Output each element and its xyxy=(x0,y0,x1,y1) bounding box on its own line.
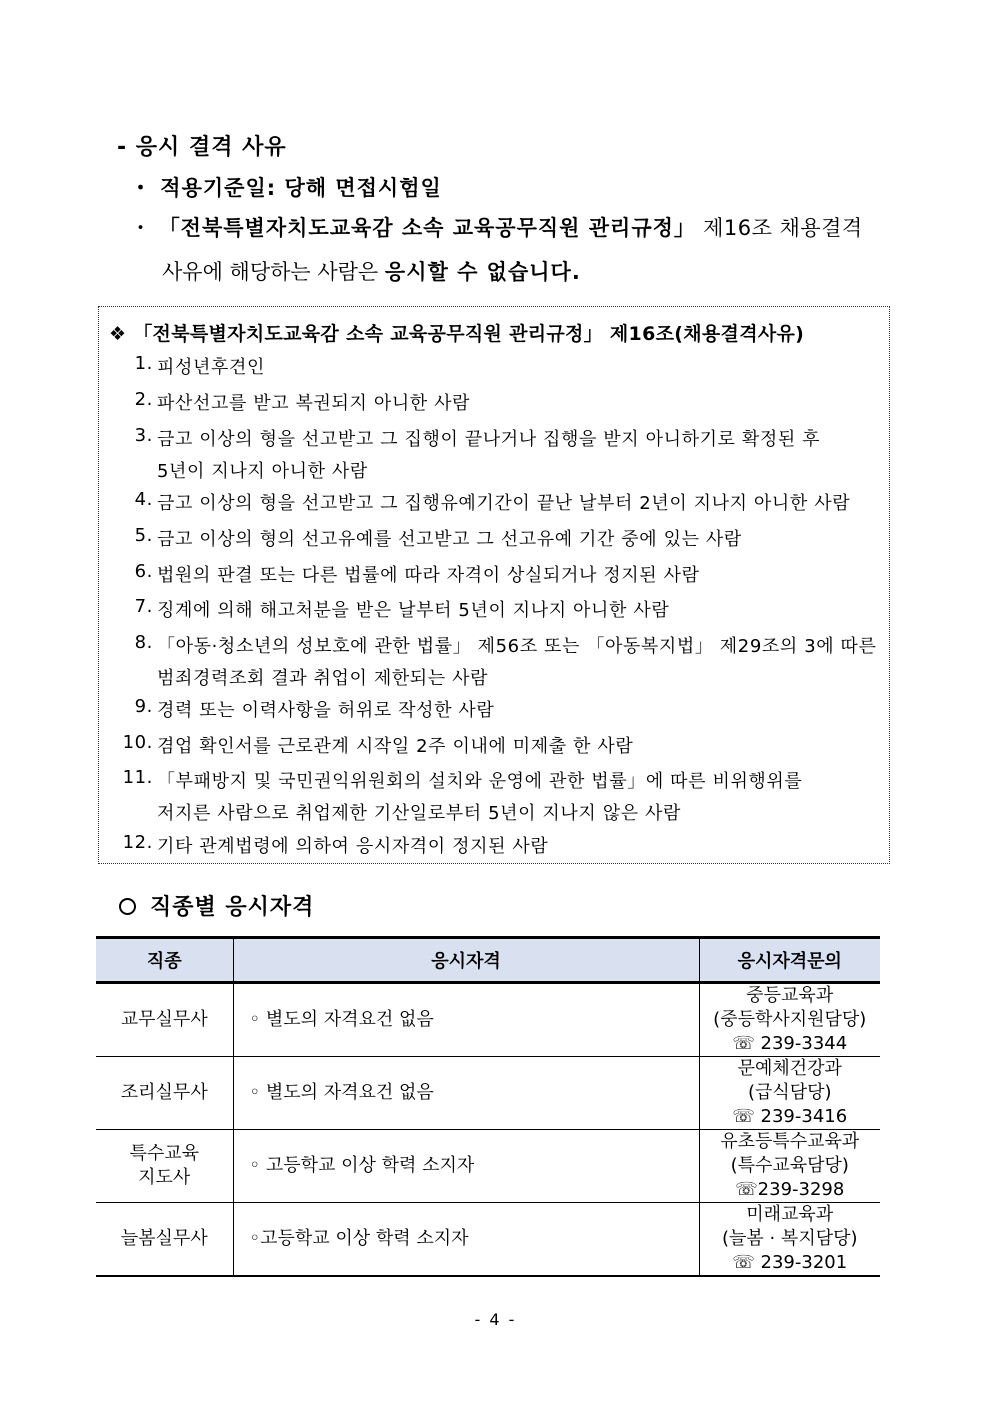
circle-bullet-icon xyxy=(119,898,136,915)
job-cell: 특수교육 지도사 xyxy=(96,1130,233,1203)
section-subtitle: - 응시 결격 사유 xyxy=(117,135,287,160)
list-item: 8. 「아동·청소년의 성보호에 관한 법률」 제56조 또는 「아동복지법」 제29조의 3에 따른 범죄경력조회 결과 취업이 제한되는 사람 xyxy=(134,632,877,689)
table-row xyxy=(96,1203,880,1277)
phone-number: ☏ 239-3201 xyxy=(732,1252,848,1273)
bullet-regulation-line2 xyxy=(162,256,581,286)
qualification-cell: ◦ 고등학교 이상 학력 소지자 xyxy=(233,1130,699,1203)
disqualification-box xyxy=(98,306,890,864)
box-title: ❖ 「전북특별자치도교육감 소속 교육공무직원 관리규정」 제16조(채용결격사유) xyxy=(109,323,805,345)
list-item: 10. 겸업 확인서를 근로관계 시작일 2주 이내에 미제출 한 사람 xyxy=(122,732,634,757)
qualification-cell: ◦고등학교 이상 학력 소지자 xyxy=(233,1203,699,1277)
list-item: 7. 징계에 의해 해고처분을 받은 날부터 5년이 지나지 아니한 사람 xyxy=(134,596,670,621)
bullet-applicable-date: ・ 적용기준일: 당해 면접시험일 xyxy=(130,176,442,200)
job-cell: 늘봄실무사 xyxy=(96,1203,233,1277)
bullet-regulation xyxy=(130,212,900,242)
header-contact: 응시자격문의 xyxy=(699,938,880,983)
page-number: - 4 - xyxy=(474,1310,517,1329)
table-row xyxy=(96,1130,880,1203)
qualification-cell: ◦ 별도의 자격요건 없음 xyxy=(233,983,699,1057)
bullet-marker: ・ xyxy=(130,216,152,240)
phone-number: ☏239-3298 xyxy=(735,1179,845,1200)
jobs-table xyxy=(96,936,880,1277)
table-header-row xyxy=(96,938,880,983)
header-qualification: 응시자격 xyxy=(233,938,699,983)
contact-cell: 유초등특수교육과 (특수교육담당) ☏239-3298 xyxy=(699,1130,880,1203)
job-cell: 교무실무사 xyxy=(96,983,233,1057)
list-item: 3. 금고 이상의 형을 선고받고 그 집행이 끝나거나 집행을 받지 아니하기로 확정된 후 5년이 지나지 아니한 사람 xyxy=(134,425,821,482)
list-item: 2. 파산선고를 받고 복권되지 아니한 사람 xyxy=(134,389,471,414)
list-item: 11. 「부패방지 및 국민권익위원회의 설치와 운영에 관한 법률」에 따른 비위행위를 저지른 사람으로 취업제한 기산일로부터 5년이 지나지 않은 사람 xyxy=(122,767,803,824)
job-cell: 조리실무사 xyxy=(96,1057,233,1130)
header-job: 직종 xyxy=(96,938,233,983)
contact-cell: 중등교육과 (중등학사지원담당) ☏ 239-3344 xyxy=(699,983,880,1057)
phone-number: ☏ 239-3416 xyxy=(732,1106,848,1127)
contact-cell: 미래교육과 (늘봄 · 복지담당) ☏ 239-3201 xyxy=(699,1203,880,1277)
contact-cell: 문예체건강과 (급식담당) ☏ 239-3416 xyxy=(699,1057,880,1130)
phone-number: ☏ 239-3344 xyxy=(732,1033,848,1054)
regulation-article: 제16조 채용결격 xyxy=(703,216,863,240)
regulation-name: 「전북특별자치도교육감 소속 교육공무직원 관리규정」 xyxy=(158,216,696,240)
table-row xyxy=(96,983,880,1057)
jobs-section-title: 직종별 응시자격 xyxy=(119,890,314,921)
list-item: 5. 금고 이상의 형의 선고유예를 선고받고 그 선고유예 기간 중에 있는 사람 xyxy=(134,525,742,550)
regulation-line2-text: 사유에 해당하는 사람은 xyxy=(162,260,379,284)
regulation-line2-bold: 응시할 수 없습니다. xyxy=(384,260,581,284)
list-item: 6. 법원의 판결 또는 다른 법률에 따라 자격이 상실되거나 정지된 사람 xyxy=(134,561,700,586)
table-row xyxy=(96,1057,880,1130)
list-item: 9. 경력 또는 이력사항을 허위로 작성한 사람 xyxy=(134,696,495,721)
list-item: 1. 피성년후견인 xyxy=(134,353,265,378)
list-item: 4. 금고 이상의 형을 선고받고 그 집행유예기간이 끝난 날부터 2년이 지나지 아니한 사람 xyxy=(134,489,851,514)
qualification-cell: ◦ 별도의 자격요건 없음 xyxy=(233,1057,699,1130)
list-item: 12. 기타 관계법령에 의하여 응시자격이 정지된 사람 xyxy=(122,832,549,857)
